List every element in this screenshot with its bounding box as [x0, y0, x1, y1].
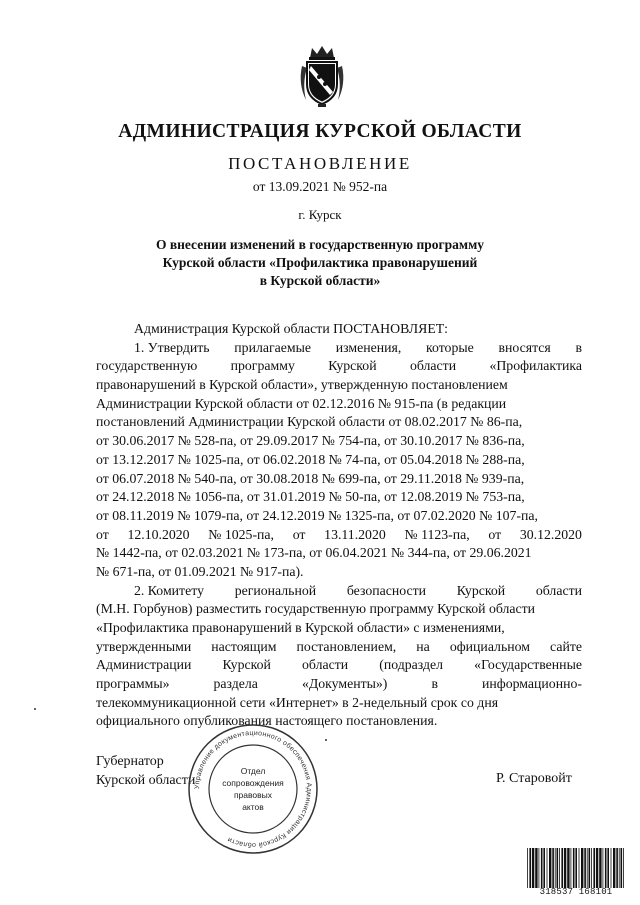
barcode-bar [529, 848, 531, 888]
barcode-bar [613, 848, 615, 888]
paragraph-word: (подраздел [379, 657, 444, 673]
paragraph-line [96, 638, 582, 657]
paragraph-word: 2. Комитету [134, 582, 204, 598]
barcode-bar [527, 848, 528, 888]
stamp-ring-text: Управление документационного обеспечения Администрации Курской области [193, 729, 313, 849]
administration-title: АДМИНИСТРАЦИЯ КУРСКОЙ ОБЛАСТИ [118, 121, 522, 142]
signature-name: Р. Старовойт [496, 771, 572, 786]
barcode-bar [605, 848, 607, 888]
barcode-bar [557, 848, 559, 888]
document-body [96, 320, 582, 731]
paragraph-line: (М.Н. Горбунов) разместить государственную программу Курской области [96, 601, 536, 617]
barcode-bar [575, 848, 577, 888]
paragraph-line: телекоммуникационной сети «Интернет» в 2-недельный срок со дня [96, 694, 499, 710]
barcode-bar [567, 848, 569, 888]
paragraph-word: от [96, 526, 109, 542]
paragraph-word: официальном [449, 638, 530, 654]
paragraph-word: которые [425, 339, 474, 355]
paragraph-word: в [575, 339, 582, 355]
subject-line: Курской области «Профилактика правонарушений [162, 255, 478, 270]
barcode-bar [559, 848, 560, 888]
paragraph-line: постановлений Администрации Курской области от 08.02.2017 № 86-па, [96, 414, 523, 430]
barcode-bar [593, 848, 595, 888]
paragraph-word: изменения, [335, 339, 402, 355]
paragraph-word: области [409, 358, 457, 374]
paragraph-word: постановлением, [296, 638, 397, 654]
document-subject [0, 236, 640, 290]
stamp-center-text: сопровождения [222, 778, 284, 788]
paragraph-word: Администрации [96, 657, 192, 673]
paragraph-word: на [416, 638, 430, 654]
stamp-center-text: правовых [233, 790, 273, 800]
document-date-number: от 13.09.2021 № 952-па [252, 179, 388, 194]
paragraph-line: от 24.12.2018 № 1056-па, от 31.01.2019 № 50-па, от 12.08.2019 № 753-па, [96, 489, 525, 505]
signature-position [96, 753, 195, 790]
barcode-bar [607, 848, 609, 888]
barcode-bar [596, 848, 598, 888]
paragraph-line [96, 656, 582, 675]
coat-of-arms-icon [298, 44, 346, 108]
stamp-center-text: Отдел [240, 766, 266, 776]
paragraph-line: от 13.12.2017 № 1025-па, от 06.02.2018 № 74-па, от 05.04.2018 № 288-па, [96, 451, 525, 467]
paragraph-line [96, 675, 582, 694]
barcode-icon [526, 848, 626, 888]
paragraph-line: официального опубликования настоящего постановления. [96, 713, 438, 729]
barcode-bar [623, 848, 624, 888]
paragraph-word: 1. Утвердить [134, 339, 210, 355]
document-city: г. Курск [298, 207, 342, 222]
signature-position-line: Губернатор [96, 754, 164, 769]
paragraph-word: программы» [96, 676, 170, 692]
barcode-bar [561, 848, 563, 888]
paragraph-line: правонарушений в Курской области», утвержденную постановлением [96, 377, 508, 393]
barcode-bar [552, 848, 554, 888]
barcode-bar [599, 848, 601, 888]
intro-line: Администрация Курской области ПОСТАНОВЛЯЕТ: [134, 321, 449, 336]
paragraph-word: прилагаемые [234, 339, 312, 355]
official-stamp [186, 722, 320, 856]
paragraph-line [96, 582, 582, 601]
paragraph-word: программу [230, 358, 295, 374]
paragraph-word: утвержденными [96, 638, 192, 654]
barcode-bar [571, 848, 572, 888]
paragraph-word: Курской [328, 358, 377, 374]
paragraph-word: «Государственные [474, 657, 582, 673]
paragraph-word: настоящим [211, 638, 277, 654]
paragraph-word: от [292, 526, 306, 542]
paragraph-word: вносятся [498, 339, 551, 355]
paragraph-word: 13.11.2020 [324, 526, 386, 542]
barcode-bar [616, 848, 618, 888]
barcode-bar [591, 848, 592, 888]
paragraph-word: информационно- [481, 676, 582, 692]
barcode-bar [564, 848, 566, 888]
paragraph-word: региональной [234, 582, 317, 598]
paragraph-word: раздела [213, 676, 258, 692]
barcode-bar [581, 848, 583, 888]
paragraph-word: государственную [96, 358, 198, 374]
paragraph-word: Курской [456, 582, 506, 598]
barcode-bar [584, 848, 586, 888]
barcode-bar [555, 848, 556, 888]
paragraph-word: 12.10.2020 [127, 526, 190, 542]
barcode-bar [619, 848, 620, 888]
paragraph-word: сайте [550, 638, 582, 654]
barcode-bar [611, 848, 612, 888]
paragraph-word: области [302, 657, 349, 673]
document-type: ПОСТАНОВЛЕНИЕ [228, 154, 412, 173]
barcode-bar [579, 848, 580, 888]
paragraph-line: от 30.06.2017 № 528-па, от 29.09.2017 № 754-па, от 30.10.2017 № 836-па, [96, 433, 525, 449]
paragraph-word: области [535, 582, 582, 598]
barcode-bar [532, 848, 534, 888]
barcode-bar [589, 848, 591, 888]
barcode-bar [541, 848, 543, 888]
paragraph-line: от 08.11.2019 № 1079-па, от 24.12.2019 № 1325-па, от 07.02.2020 № 107-па, [96, 507, 538, 523]
paragraph-line [96, 339, 582, 358]
paragraph-2 [96, 582, 582, 732]
barcode-bar [603, 848, 604, 888]
barcode-bar [535, 848, 537, 888]
scan-dot [34, 708, 36, 710]
paragraph-word: 30.12.2020 [519, 526, 582, 542]
paragraph-word: от [488, 526, 502, 542]
barcode-bar [621, 848, 623, 888]
paragraph-word: безопасности [346, 582, 427, 598]
paragraph-word: «Профилактика [489, 358, 582, 374]
barcode-bar [573, 848, 575, 888]
paragraph-line: Администрации Курской области от 02.12.2016 № 915-па (в редакции [96, 395, 507, 411]
paragraph-line [96, 357, 582, 376]
stamp-center-text: актов [242, 802, 264, 812]
paragraph-1 [96, 339, 582, 582]
paragraph-word: «Документы») [301, 676, 388, 692]
subject-line: в Курской области» [259, 273, 381, 288]
paragraph-line [96, 526, 582, 545]
barcode-bar [549, 848, 551, 888]
paragraph-word: № 1025-па, [208, 526, 275, 542]
paragraph-line: № 671-па, от 01.09.2021 № 917-па). [96, 563, 304, 579]
barcode-bar [587, 848, 588, 888]
paragraph-word: № 1123-па, [404, 526, 470, 542]
scan-dot [325, 739, 327, 741]
paragraph-line: № 1442-па, от 02.03.2021 № 173-па, от 06.04.2021 № 344-па, от 29.06.2021 [96, 545, 532, 561]
barcode-number: 318537 168101 [539, 887, 613, 897]
paragraph-word: Курской [222, 657, 271, 673]
signature-position-line: Курской области [96, 772, 196, 788]
paragraph-line: «Профилактика правонарушений в Курской области» с изменениями, [96, 620, 505, 635]
subject-line: О внесении изменений в государственную программу [155, 237, 485, 252]
barcode-bar [543, 848, 545, 888]
barcode-bar [539, 848, 540, 888]
barcode-bar [547, 848, 548, 888]
paragraph-line: от 06.07.2018 № 540-па, от 30.08.2018 № 699-па, от 29.11.2018 № 939-па, [96, 470, 525, 486]
paragraph-word: в [431, 676, 438, 692]
